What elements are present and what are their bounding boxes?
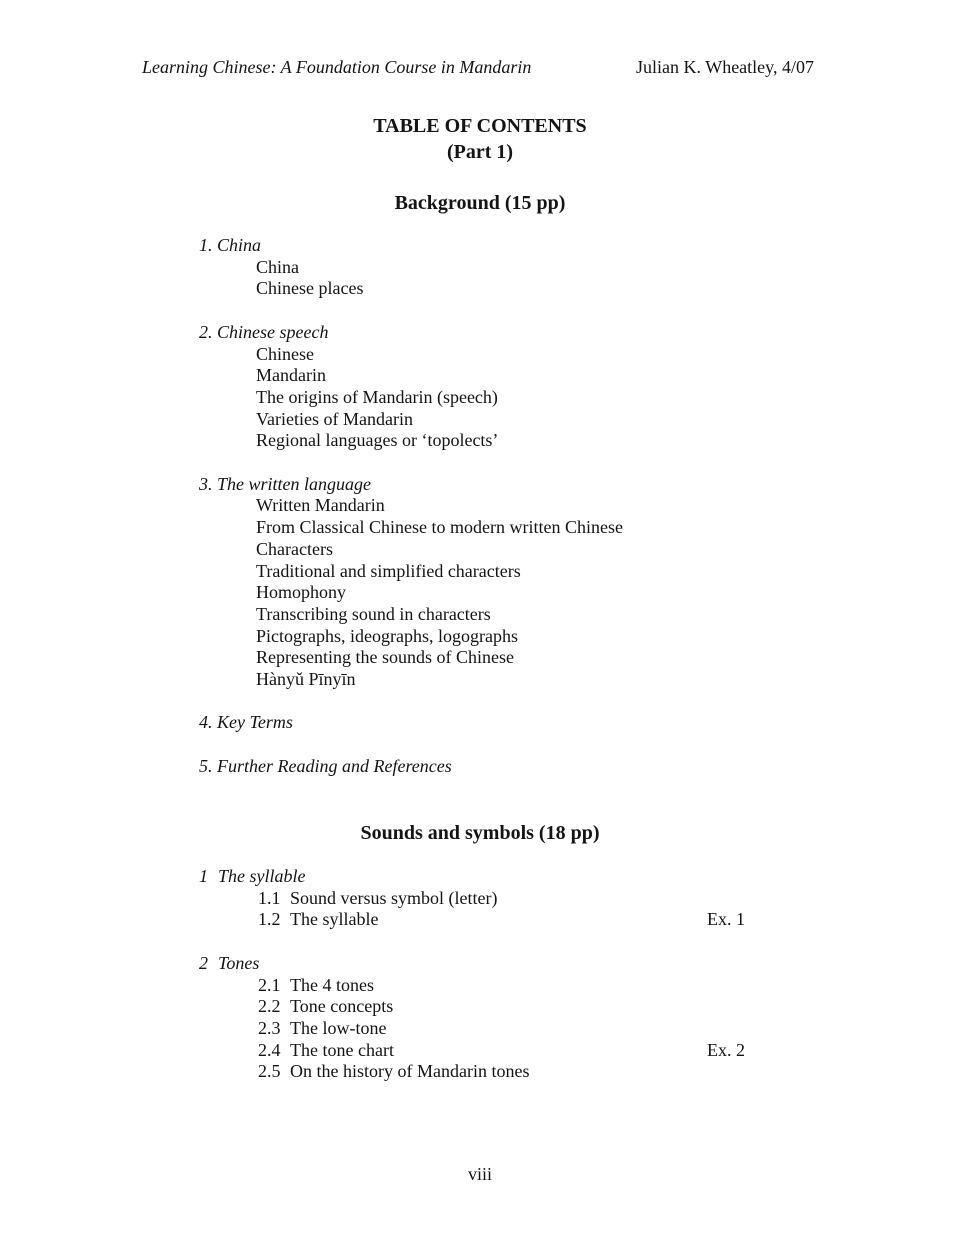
toc-item [0,1040,960,1062]
toc-item [0,975,960,997]
section-title-text: The syllable [218,866,306,886]
section-china [0,235,960,300]
item-number: 2.1 [258,974,281,995]
section-number: 1 [199,866,208,886]
section-further-reading [0,756,960,778]
toc-item: Written Mandarin [256,495,385,516]
section-written-language [0,474,960,691]
item-text: The low-tone [290,1017,387,1038]
toc-item: Hànyǔ Pīnyīn [256,669,356,690]
running-header-book-title: Learning Chinese: A Foundation Course in Mandarin [142,57,532,77]
item-number: 1.2 [258,909,281,930]
exercise-label: Ex. 1 [707,909,745,930]
page-number: viii [467,1164,492,1184]
section-title-text: Tones [218,952,260,973]
toc-item [0,1061,960,1083]
part1-toc [0,235,960,778]
toc-item: Mandarin [256,365,326,386]
item-text: The tone chart [290,1039,394,1060]
section-chinese-speech [0,322,960,452]
part1-heading: Background (15 pp) [394,192,566,214]
section-title [0,866,960,888]
section-title: 1. China [199,235,262,255]
part2-heading: Sounds and symbols (18 pp) [360,822,600,844]
part2-toc [0,866,960,1083]
toc-title-line1: TABLE OF CONTENTS [373,115,587,137]
section-the-syllable [0,866,960,931]
toc-item: Chinese places [256,278,364,299]
running-header [142,57,814,79]
toc-item [0,1018,960,1040]
section-tones [0,953,960,1083]
section-title: 2. Chinese speech [199,321,329,342]
toc-item: Chinese [256,343,314,364]
toc-item: Homophony [256,582,346,603]
section-key-terms [0,712,960,734]
item-number: 2.5 [258,1061,281,1082]
toc-item: Pictographs, ideographs, logographs [256,625,518,646]
section-title [0,953,960,975]
running-header-author-date: Julian K. Wheatley, 4/07 [636,57,814,77]
toc-item: Representing the sounds of Chinese [256,647,514,668]
item-number: 2.4 [258,1039,281,1060]
item-number: 1.1 [258,887,281,908]
toc-item [0,888,960,910]
toc-item [0,996,960,1018]
toc-item: Varieties of Mandarin [256,408,413,429]
item-text: The syllable [290,909,379,930]
toc-item: China [256,256,299,277]
item-text: The 4 tones [290,974,374,995]
item-number: 2.3 [258,1017,281,1038]
toc-item: Characters [256,538,333,559]
toc-item: From Classical Chinese to modern written Chinese [256,517,623,538]
toc-item [0,909,960,931]
item-text: On the history of Mandarin tones [290,1061,530,1082]
section-number: 2 [199,952,208,973]
section-title: 4. Key Terms [199,712,293,733]
exercise-label: Ex. 2 [707,1039,745,1060]
toc-title-line2: (Part 1) [446,141,514,163]
toc-title [0,113,960,165]
toc-item: Transcribing sound in characters [256,603,491,624]
toc-item: The origins of Mandarin (speech) [256,386,498,407]
section-title: 3. The written language [199,473,371,494]
item-number: 2.2 [258,996,281,1017]
toc-item: Regional languages or ‘topolects’ [256,430,499,451]
section-title: 5. Further Reading and References [199,755,452,776]
item-text: Sound versus symbol (letter) [290,887,498,908]
toc-item: Traditional and simplified characters [256,560,521,581]
item-text: Tone concepts [290,996,394,1017]
